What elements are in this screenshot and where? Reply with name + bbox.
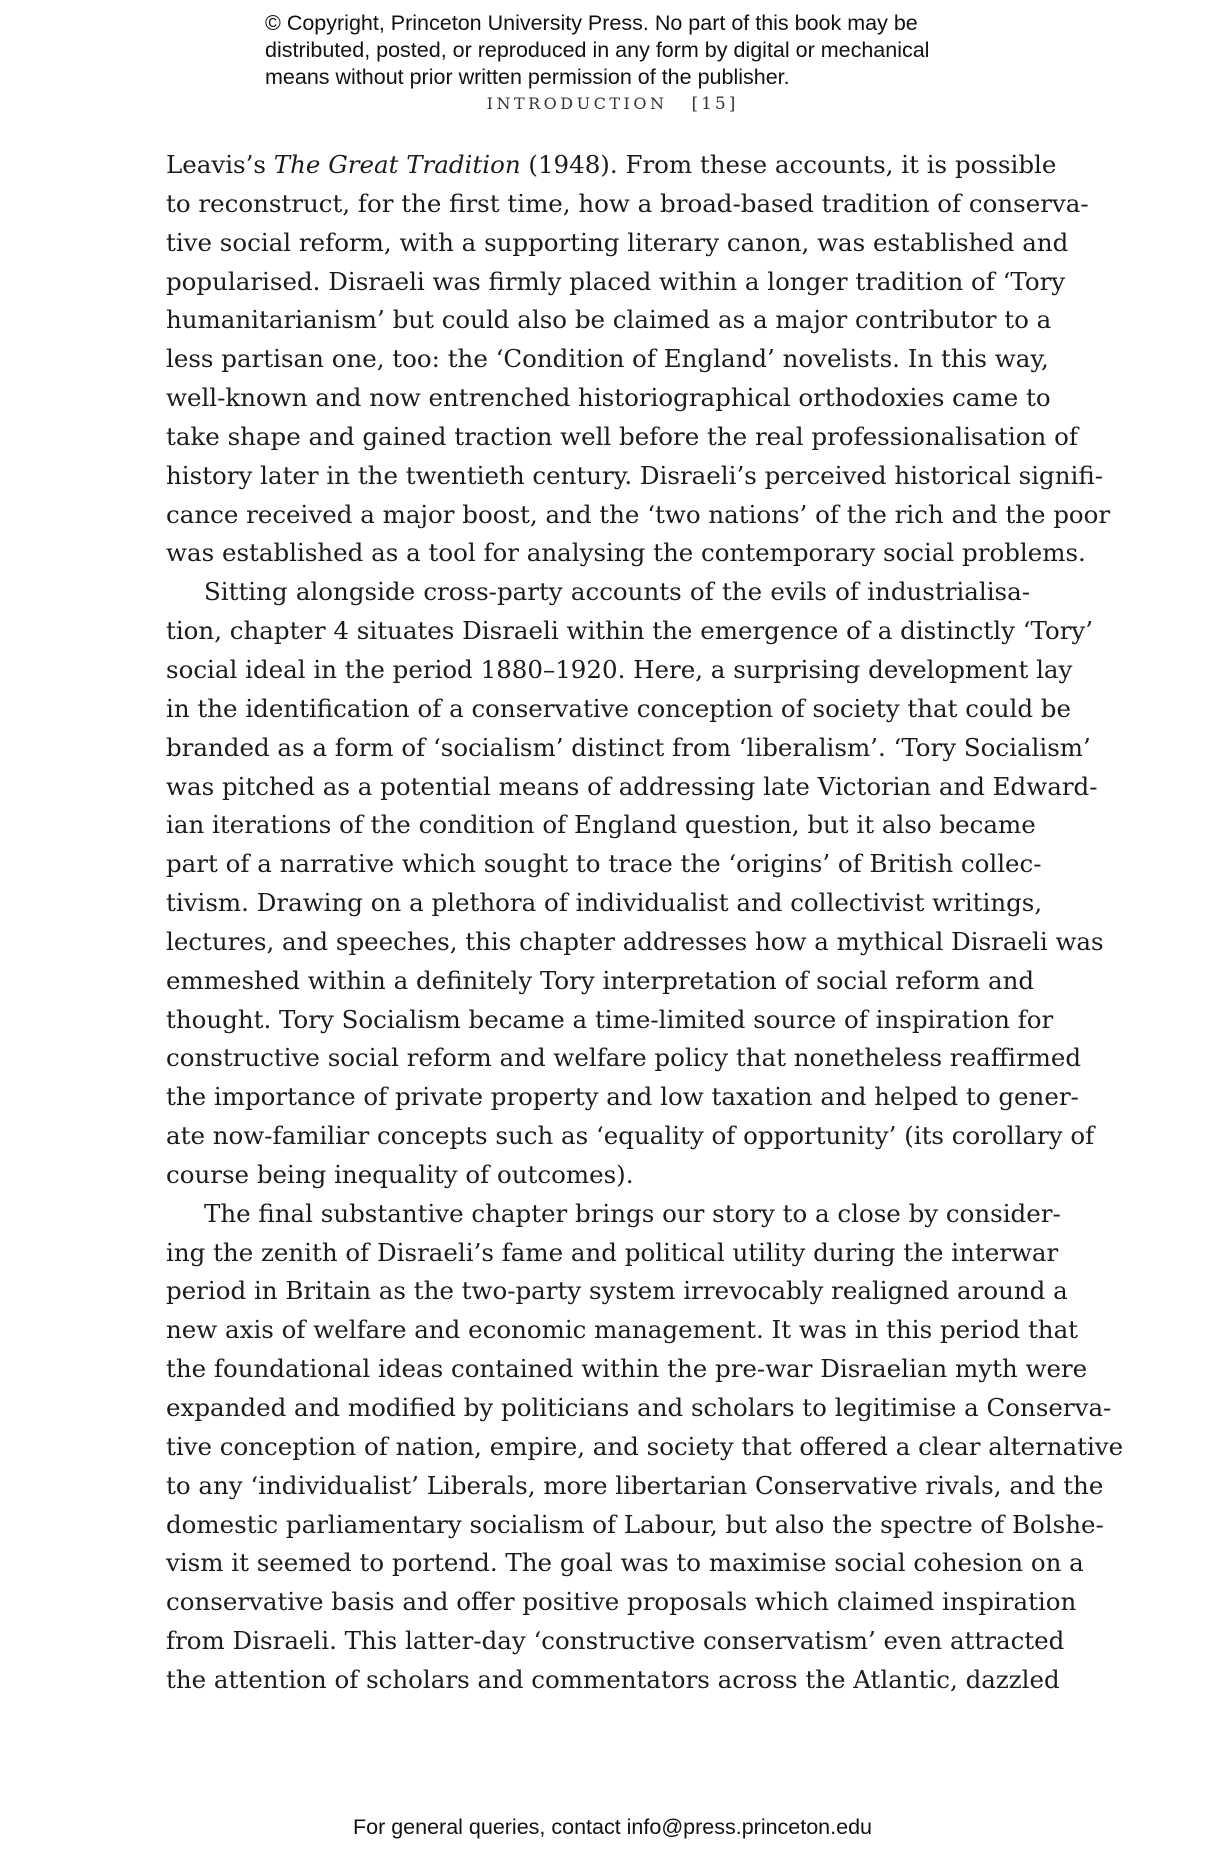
text-line: from Disraeli. This latter-day ‘constructive conservatism’ even attracted xyxy=(166,1626,1065,1656)
text-line: part of a narrative which sought to trace the ‘origins’ of British collec- xyxy=(166,849,1042,879)
copyright-notice xyxy=(265,10,985,91)
text-line: was established as a tool for analysing the contemporary social problems. xyxy=(166,538,1086,568)
text-line: course being inequality of outcomes). xyxy=(166,1159,634,1189)
copyright-line: means without prior written permission of the publisher. xyxy=(265,65,790,89)
text-line: history later in the twentieth century. Disraeli’s perceived historical signifi- xyxy=(166,460,1103,490)
copyright-line: distributed, posted, or reproduced in any form by digital or mechanical xyxy=(265,38,930,62)
text-line: thought. Tory Socialism became a time-limited source of inspiration for xyxy=(166,1004,1054,1034)
text-line: well-known and now entrenched historiographical orthodoxies came to xyxy=(166,383,1051,413)
text-line: humanitarianism’ but could also be claimed as a major contributor to a xyxy=(166,305,1052,335)
text-line: tion, chapter 4 situates Disraeli within the emergence of a distinctly ‘Tory’ xyxy=(166,616,1094,646)
page-number: [15] xyxy=(691,94,739,114)
text-line: to any ‘individualist’ Liberals, more libertarian Conservative rivals, and the xyxy=(166,1470,1104,1500)
text-line: Sitting alongside cross-party accounts of the evils of industrialisa- xyxy=(204,577,1030,607)
text-line: expanded and modified by politicians and scholars to legitimise a Conserva- xyxy=(166,1393,1112,1422)
text-line: was pitched as a potential means of addressing late Victorian and Edward- xyxy=(166,771,1098,801)
text-line: take shape and gained traction well before the real professionalisation of xyxy=(166,421,1078,451)
footer-contact: For general queries, contact info@press.princeton.edu xyxy=(352,1815,872,1839)
text-segment: Leavis’s xyxy=(166,150,274,179)
text-line: tive social reform, with a supporting literary canon, was established and xyxy=(166,227,1069,257)
text-line: constructive social reform and welfare policy that nonetheless reaffirmed xyxy=(166,1043,1082,1073)
text-line: cance received a major boost, and the ‘two nations’ of the rich and the poor xyxy=(166,499,1111,529)
text-line: ate now-familiar concepts such as ‘equality of opportunity’ (its corollary of xyxy=(166,1121,1095,1151)
running-head-title: INTRODUCTION xyxy=(486,94,668,113)
text-line: domestic parliamentary socialism of Labour, but also the spectre of Bolshe- xyxy=(166,1509,1104,1539)
text-line: the foundational ideas contained within the pre-war Disraelian myth were xyxy=(166,1354,1088,1384)
text-line: period in Britain as the two-party system irrevocably realigned around a xyxy=(166,1276,1068,1306)
text-line: ian iterations of the condition of England question, but it also became xyxy=(166,810,1036,840)
running-head xyxy=(0,94,1225,114)
text-line: tive conception of nation, empire, and society that offered a clear alternative xyxy=(166,1431,1124,1461)
text-line: popularised. Disraeli was firmly placed within a longer tradition of ‘Tory xyxy=(166,266,1066,296)
text-line: to reconstruct, for the first time, how a broad-based tradition of conserva- xyxy=(166,188,1089,218)
text-line: emmeshed within a definitely Tory interpretation of social reform and xyxy=(166,965,1035,995)
copyright-line: © Copyright, Princeton University Press. No part of this book may be xyxy=(265,11,918,35)
book-title: The Great Tradition xyxy=(273,150,521,179)
text-segment: (1948). From these accounts, it is possible xyxy=(520,150,1057,179)
text-line xyxy=(166,146,1057,185)
text-line: lectures, and speeches, this chapter addresses how a mythical Disraeli was xyxy=(166,926,1104,956)
text-line: less partisan one, too: the ‘Condition of England’ novelists. In this way, xyxy=(166,344,1049,374)
text-line: vism it seemed to portend. The goal was to maximise social cohesion on a xyxy=(166,1548,1084,1578)
text-line: new axis of welfare and economic management. It was in this period that xyxy=(166,1315,1079,1345)
text-line: conservative basis and offer positive proposals which claimed inspiration xyxy=(166,1587,1077,1617)
text-line: in the identification of a conservative conception of society that could be xyxy=(166,693,1071,723)
text-line: the importance of private property and low taxation and helped to gener- xyxy=(166,1082,1079,1112)
text-line: social ideal in the period 1880–1920. Here, a surprising development lay xyxy=(166,654,1073,684)
text-line: the attention of scholars and commentators across the Atlantic, dazzled xyxy=(166,1664,1060,1694)
body-text xyxy=(166,146,1124,1700)
text-line: The final substantive chapter brings our story to a close by consider- xyxy=(204,1198,1061,1228)
text-line: tivism. Drawing on a plethora of individualist and collectivist writings, xyxy=(166,888,1043,918)
text-line: branded as a form of ‘socialism’ distinct from ‘liberalism’. ‘Tory Socialism’ xyxy=(166,732,1091,762)
text-line: ing the zenith of Disraeli’s fame and political utility during the interwar xyxy=(166,1237,1059,1267)
